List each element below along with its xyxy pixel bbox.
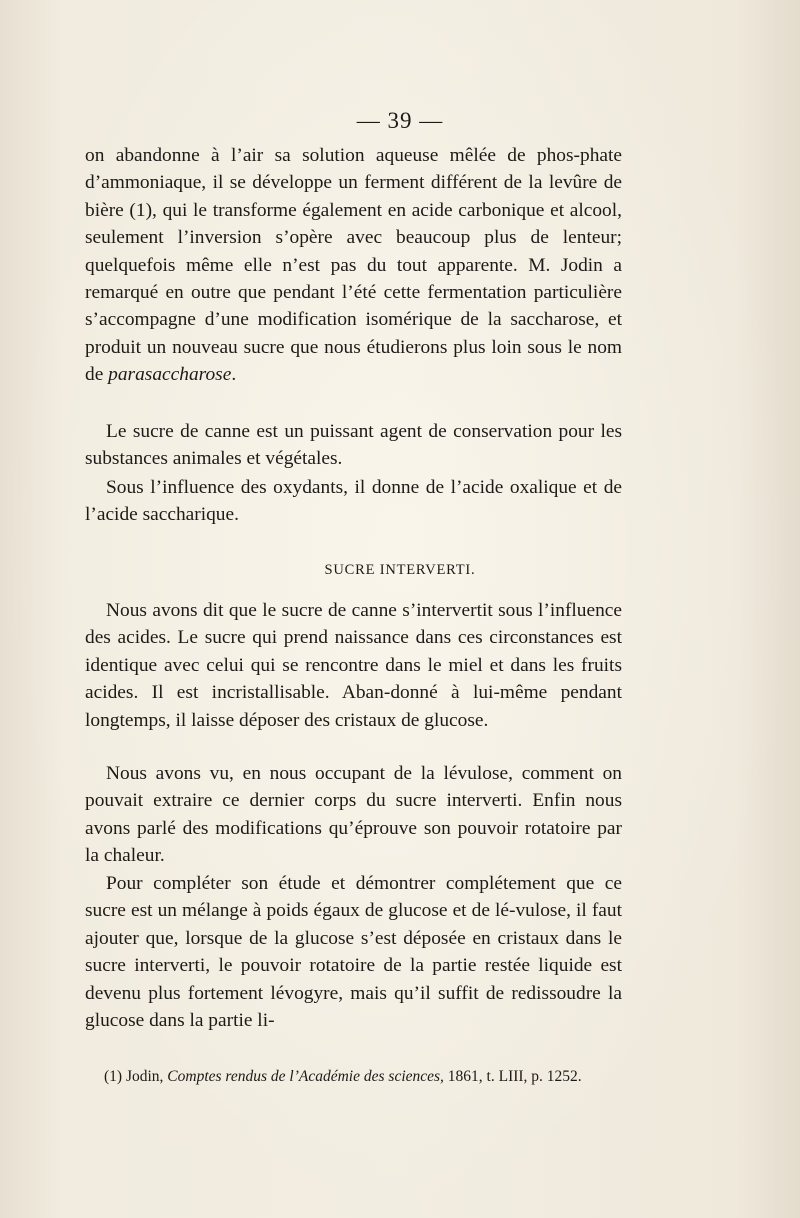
page-number: — 39 — <box>356 108 444 133</box>
paragraph-conservation: Le sucre de canne est un puissant agent de conservation pour les substances animales et végétales. <box>85 421 622 470</box>
paragraph-glucose: Pour compléter son étude et démontrer complétement que ce sucre est un mélange à poids égaux de glucose et de lé-vulose, il faut ajouter que, lorsque de la glucose s’est déposée en cristaux dans le sucre interverti, le pouvoir rotatoire de la partie restée liquide est devenu plus fortement lévogyre, mais qu’il suffit de redissoudre la glucose dans la partie li- <box>85 873 622 1032</box>
footnote-reference: 1861, t. LIII, p. 1252. <box>447 1068 582 1085</box>
paragraph-levulose: Nous avons vu, en nous occupant de la lévulose, comment on pouvait extraire ce dernier corps du sucre interverti. Enfin nous avons parlé des modifications qu’éprouve son pouvoir rotatoire par la chaleur. <box>85 763 622 867</box>
footnote-author: Jodin, <box>125 1068 164 1085</box>
paragraph-oxydants: Sous l’influence des oxydants, il donne de l’acide oxalique et de l’acide saccharique. <box>85 477 622 526</box>
section-heading <box>0 562 800 579</box>
footnote <box>85 1065 622 1088</box>
paragraph-text: on abandonne à l’air sa solution aqueuse mêlée de phos-phate d’ammoniaque, il se développe un ferment différent de la levûre de bière (1), qui le transforme également en acide carbonique et alcool, seulement l’inversion s’opère avec beaucoup plus de lenteur; quelquefois même elle n’est pas du tout apparente. M. Jodin a remarqué en outre que pendant l’été cette fermentation particulière s’accompagne d’une modification isomérique de la saccharose, et produit un nouveau sucre que nous étudierons plus loin sous le nom de <box>85 145 622 386</box>
footnote-marker: (1) <box>104 1068 123 1085</box>
paragraph-end: . <box>231 364 237 386</box>
section-heading-text: SUCRE INTERVERTI. <box>324 562 476 578</box>
term-parasaccharose: parasaccharose <box>108 364 232 386</box>
paragraph-fermentation <box>85 142 622 389</box>
paragraph-sucre-interverti: Nous avons dit que le sucre de canne s’intervertit sous l’influence des acides. Le sucre qui prend naissance dans ces circonstances est identique avec celui qui se rencontre dans le miel et dans les fruits acides. Il est incristallisable. Aban-donné à lui-même pendant longtemps, il laisse déposer des cristaux de glucose. <box>85 600 622 731</box>
footnote-title: Comptes rendus de l’Académie des sciences, <box>167 1068 444 1085</box>
